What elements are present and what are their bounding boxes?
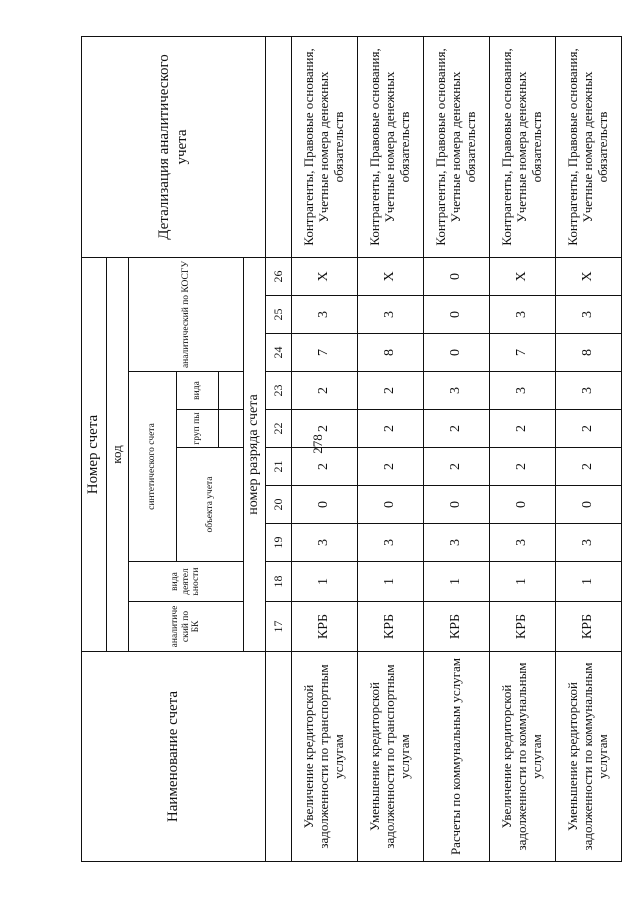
header-synthetic: синтетического счета (129, 372, 177, 562)
cell-24: 8 (556, 334, 622, 372)
cell-25: 3 (490, 296, 556, 334)
cell-18: 1 (292, 562, 358, 602)
table-frame (81, 37, 611, 862)
row-account-name: Уменьшение кредиторской задолженности по коммунальным услугам (556, 652, 622, 862)
header-group-cont (219, 410, 244, 448)
account-table (81, 36, 622, 862)
cell-20: 0 (358, 486, 424, 524)
cell-23: 3 (490, 372, 556, 410)
index-18: 18 (266, 562, 292, 602)
index-24: 24 (266, 334, 292, 372)
cell-19: 3 (556, 524, 622, 562)
cell-19: 3 (358, 524, 424, 562)
cell-24: 7 (490, 334, 556, 372)
cell-22: 2 (556, 410, 622, 448)
index-23: 23 (266, 372, 292, 410)
header-code: код (107, 257, 129, 651)
cell-21: 2 (358, 448, 424, 486)
header-analytic-bk: аналитиче ский по БК (129, 602, 244, 652)
cell-17: КРБ (424, 602, 490, 652)
header-account-name: Наименование счета (82, 652, 266, 862)
row-detail: Контрагенты, Правовые основания, Учетные номера денежных обязательств (490, 36, 556, 257)
cell-23: 2 (292, 372, 358, 410)
index-blank-detail (266, 36, 292, 257)
cell-20: 0 (556, 486, 622, 524)
cell-24: 8 (358, 334, 424, 372)
cell-17: КРБ (292, 602, 358, 652)
cell-26: X (490, 257, 556, 295)
index-22: 22 (266, 410, 292, 448)
cell-21: 2 (556, 448, 622, 486)
header-analytic-kosgu: аналитический по КОСГУ (129, 257, 244, 371)
cell-24: 7 (292, 334, 358, 372)
cell-17: КРБ (490, 602, 556, 652)
index-25: 25 (266, 296, 292, 334)
header-kind: вида (177, 372, 219, 410)
cell-24: 0 (424, 334, 490, 372)
page-number: 278 (310, 434, 325, 454)
header-group: груп пы (177, 410, 219, 448)
cell-17: КРБ (358, 602, 424, 652)
cell-22: 2 (490, 410, 556, 448)
index-20: 20 (266, 486, 292, 524)
cell-22: 2 (358, 410, 424, 448)
index-blank (266, 652, 292, 862)
table-row (424, 36, 490, 861)
header-detail: Детализация аналитического учета (82, 36, 266, 257)
cell-17: КРБ (556, 602, 622, 652)
cell-26: X (292, 257, 358, 295)
cell-22: 2 (292, 410, 358, 448)
cell-20: 0 (424, 486, 490, 524)
cell-23: 3 (424, 372, 490, 410)
cell-21: 2 (292, 448, 358, 486)
cell-25: 3 (358, 296, 424, 334)
cell-18: 1 (556, 562, 622, 602)
cell-21: 2 (424, 448, 490, 486)
cell-19: 3 (292, 524, 358, 562)
row-detail: Контрагенты, Правовые основания, Учетные номера денежных обязательств (424, 36, 490, 257)
cell-18: 1 (424, 562, 490, 602)
row-account-name: Увеличение кредиторской задолженности по коммунальным услугам (490, 652, 556, 862)
header-kind-cont (219, 372, 244, 410)
cell-26: X (556, 257, 622, 295)
index-17: 17 (266, 602, 292, 652)
cell-20: 0 (292, 486, 358, 524)
cell-25: 3 (292, 296, 358, 334)
index-21: 21 (266, 448, 292, 486)
row-detail: Контрагенты, Правовые основания, Учетные номера денежных обязательств (556, 36, 622, 257)
header-activity-type: вида деятел ьности (129, 562, 244, 602)
row-account-name: Увеличение кредиторской задолженности по транспортным услугам (292, 652, 358, 862)
cell-23: 3 (556, 372, 622, 410)
header-account-number: Номер счета (82, 257, 107, 651)
header-rank-number: номер разряда счета (244, 257, 266, 651)
table-row (358, 36, 424, 861)
index-19: 19 (266, 524, 292, 562)
cell-18: 1 (490, 562, 556, 602)
row-detail: Контрагенты, Правовые основания, Учетные номера денежных обязательств (358, 36, 424, 257)
cell-26: X (358, 257, 424, 295)
row-account-name: Расчеты по коммунальным услугам (424, 652, 490, 862)
cell-26: 0 (424, 257, 490, 295)
cell-25: 0 (424, 296, 490, 334)
cell-23: 2 (358, 372, 424, 410)
row-detail: Контрагенты, Правовые основания, Учетные номера денежных обязательств (292, 36, 358, 257)
cell-18: 1 (358, 562, 424, 602)
cell-21: 2 (490, 448, 556, 486)
cell-22: 2 (424, 410, 490, 448)
cell-25: 3 (556, 296, 622, 334)
cell-19: 3 (490, 524, 556, 562)
table-row (292, 36, 358, 861)
cell-20: 0 (490, 486, 556, 524)
row-account-name: Уменьшение кредиторской задолженности по транспортным услугам (358, 652, 424, 862)
cell-19: 3 (424, 524, 490, 562)
table-row (490, 36, 556, 861)
table-row (556, 36, 622, 861)
header-accounting-object: объекта учета (177, 448, 244, 562)
index-26: 26 (266, 257, 292, 295)
